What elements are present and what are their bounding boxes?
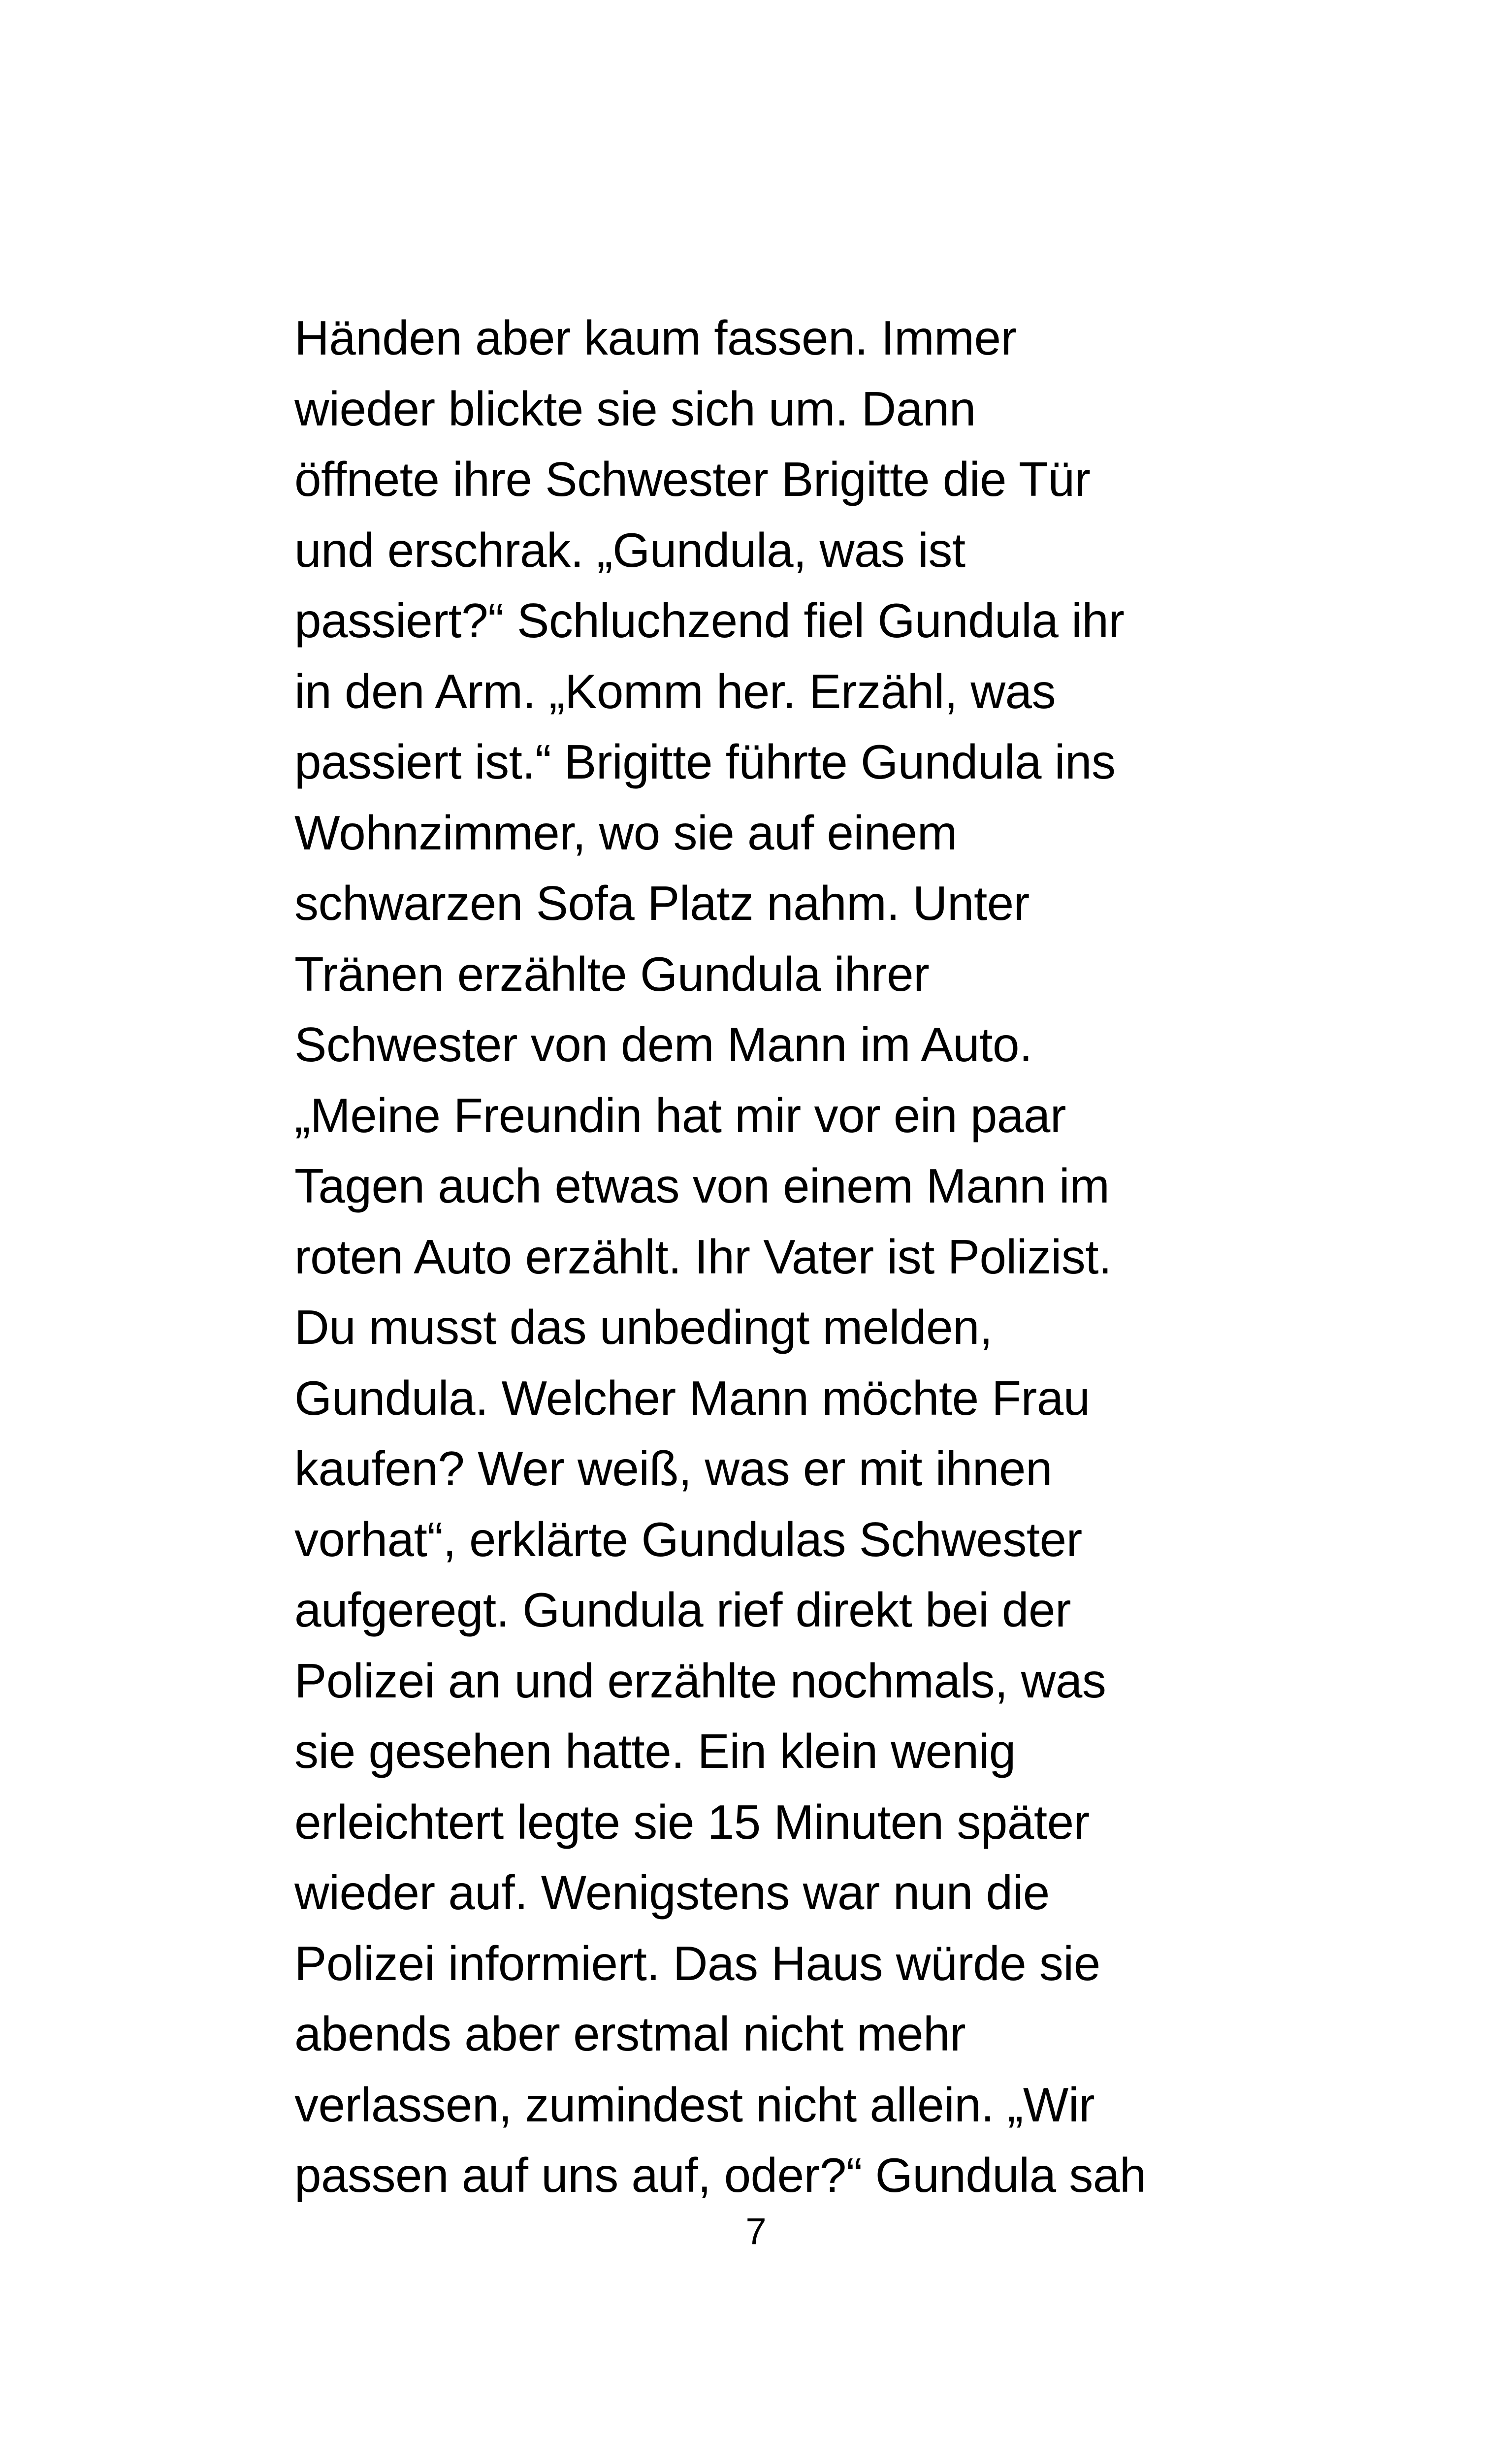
text-line: aufgeregt. Gundula rief direkt bei der (294, 1583, 1071, 1637)
text-line: vorhat“, erklärte Gundulas Schwester (294, 1512, 1082, 1566)
text-line: sie gesehen hatte. Ein klein wenig (294, 1724, 1016, 1778)
text-line: Du musst das unbedingt melden, (294, 1300, 993, 1354)
text-line: Polizei an und erzählte nochmals, was (294, 1653, 1106, 1708)
text-line: Gundula. Welcher Mann möchte Frau (294, 1370, 1090, 1425)
text-line: verlassen, zumindest nicht allein. „Wir (294, 2077, 1095, 2132)
text-line: Händen aber kaum fassen. Immer (294, 311, 1017, 365)
text-line: roten Auto erzählt. Ihr Vater ist Polizist. (294, 1229, 1112, 1284)
text-line: öffnete ihre Schwester Brigitte die Tür (294, 452, 1091, 506)
text-line: Tränen erzählte Gundula ihrer (294, 946, 930, 1001)
text-line: abends aber erstmal nicht mehr (294, 2007, 966, 2061)
text-line: Schwester von dem Mann im Auto. (294, 1017, 1032, 1072)
text-line: Polizei informiert. Das Haus würde sie (294, 1936, 1100, 1990)
text-line: schwarzen Sofa Platz nahm. Unter (294, 876, 1029, 930)
page-number: 7 (745, 2211, 767, 2252)
text-line: wieder auf. Wenigstens war nun die (294, 1865, 1050, 1920)
text-line: passiert ist.“ Brigitte führte Gundula ins (294, 735, 1116, 789)
text-line: „Meine Freundin hat mir vor ein paar (294, 1088, 1066, 1142)
text-line: passen auf uns auf, oder?“ Gundula sah (294, 2148, 1146, 2202)
text-line: Tagen auch etwas von einem Mann im (294, 1159, 1110, 1213)
text-line: erleichtert legte sie 15 Minuten später (294, 1794, 1090, 1849)
text-line: Wohnzimmer, wo sie auf einem (294, 805, 957, 860)
text-line: kaufen? Wer weiß, was er mit ihnen (294, 1441, 1052, 1496)
text-line: in den Arm. „Komm her. Erzähl, was (294, 664, 1056, 718)
text-line: und erschrak. „Gundula, was ist (294, 522, 965, 577)
text-line: wieder blickte sie sich um. Dann (294, 381, 976, 436)
text-line: passiert?“ Schluchzend fiel Gundula ihr (294, 593, 1125, 648)
body-text (294, 303, 1255, 2211)
